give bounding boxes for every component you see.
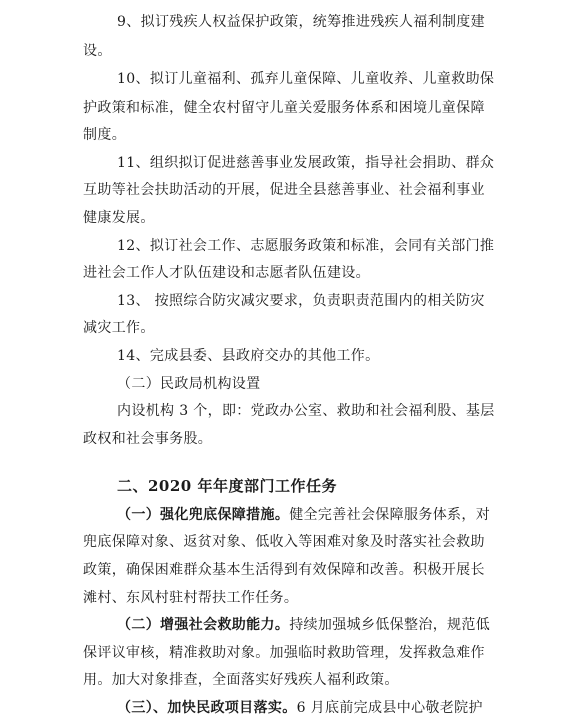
task-2-text: 持续加强城乡低保整治，规范低 [289, 617, 491, 634]
item-11-line-2: 互助等社会扶助活动的开展，促进全县慈善事业、社会福利事业 [83, 182, 485, 199]
subheading-institution-setup: （二）民政局机构设置 [117, 375, 261, 392]
task-3-line-1 [117, 698, 483, 718]
item-11-line-3: 健康发展。 [83, 210, 155, 226]
task-3-text: 6 月底前完成县中心敬老院护 [296, 700, 483, 716]
item-9-line-1: 9、拟订残疾人权益保护政策，统筹推进残疾人福利制度建 [117, 14, 486, 30]
task-1-line-3: 政策，确保困难群众基本生活得到有效保障和改善。积极开展长 [83, 562, 485, 578]
institutions-line-1: 内设机构 3 个，即：党政办公室、救助和社会福利股、基层 [117, 403, 495, 420]
task-2-lead: （二）增强社会救助能力。 [117, 617, 290, 634]
item-11-line-1: 11、组织拟订促进慈善事业发展政策，指导社会捐助、群众 [117, 154, 495, 171]
section-heading-2020-tasks: 二、2020 年年度部门工作任务 [117, 477, 337, 496]
task-3-lead: （三）、加快民政项目落实。 [117, 700, 297, 716]
item-9-line-2: 设。 [83, 42, 112, 59]
item-10-line-2: 护政策和标准，健全农村留守儿童关爱服务体系和困境儿童保障 [83, 99, 485, 116]
task-1-text: 健全完善社会保障服务体系，对 [289, 506, 491, 523]
task-1-line-1 [117, 505, 490, 525]
task-1-line-4: 滩村、东风村驻村帮扶工作任务。 [83, 589, 299, 606]
task-2-line-2: 保评议审核，精准救助对象。加强临时救助管理，发挥救急难作 [83, 644, 485, 661]
item-13-line-1: 13、 按照综合防灾减灾要求，负责职责范围内的相关防灾 [117, 292, 485, 309]
item-10-line-3: 制度。 [83, 127, 127, 144]
item-10-line-1: 10、拟订儿童福利、孤弃儿童保障、儿童收养、儿童救助保 [117, 71, 495, 88]
task-1-lead: （一）强化兜底保障措施。 [117, 506, 290, 523]
task-2-line-3: 用。加大对象排查，全面落实好残疾人福利政策。 [83, 672, 399, 689]
item-13-line-2: 减灾工作。 [83, 320, 155, 337]
task-1-line-2: 兜底保障对象、返贫对象、低收入等困难对象及时落实社会救助 [83, 534, 485, 551]
item-14-line-1: 14、完成县委、县政府交办的其他工作。 [117, 348, 380, 364]
item-12-line-1: 12、拟订社会工作、志愿服务政策和标准，会同有关部门推 [117, 237, 495, 254]
item-12-line-2: 进社会工作人才队伍建设和志愿者队伍建设。 [83, 265, 370, 282]
institutions-line-2: 政权和社会事务股。 [83, 430, 213, 447]
task-2-line-1 [117, 615, 490, 635]
